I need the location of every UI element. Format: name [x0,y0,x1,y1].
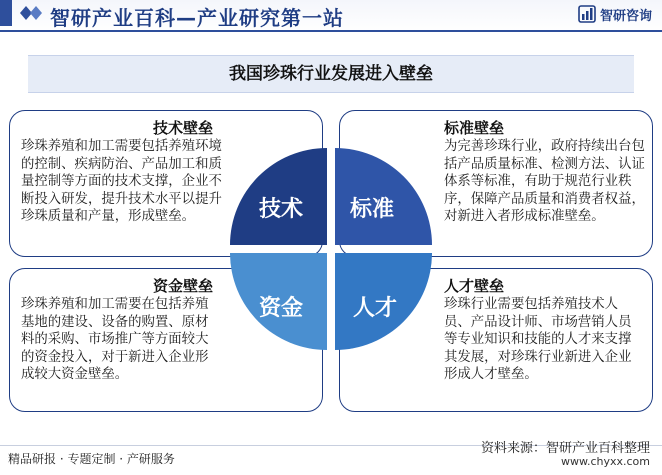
card-text: 珍珠行业需要包括养殖技术人员、产品设计师、市场营销人员等专业知识和技能的人才来支撑其发展，对珍珠行业新进入企业形成人才壁垒。 [444,297,632,382]
card-text: 珍珠养殖和加工需要在包括养殖基地的建设、设备的购置、原材料的采购、市场推广等方面较大的资金投入，对于新进入企业形成较大资金壁垒。 [21,297,209,382]
card-text: 珍珠养殖和加工需要包括养殖环境的控制、疾病防治、产品加工和质量控制等方面的技术支撑，企业不断投入研发，提升技术水平以提升珍珠质量和产量，形成壁垒。 [21,139,222,224]
quadrant-label-talent: 人才 [353,296,398,321]
footer-url[interactable]: www.chyxx.com [560,455,650,468]
card-title: 资金壁垒 [153,277,214,295]
footer-services: 精品研报 · 专题定制 · 产研服务 [8,452,175,466]
card-title: 技术壁垒 [153,119,214,137]
brand-name: 智研咨询 [599,8,652,24]
card-text: 为完善珍珠行业，政府持续出台包括产品质量标准、检测方法、认证体系等标准，有助于规范行业秩序，保障产品质量和消费者权益，对新进入者形成标准壁垒。 [444,139,645,224]
page-header [0,0,662,32]
page-title: 智研产业百科—产业研究第一站 [50,6,344,30]
double-diamond-icon [20,6,42,20]
quadrant-label-std: 标准 [350,197,395,222]
section-title: 我国珍珠行业发展进入壁垒 [28,55,634,93]
footer-source: 资料来源：智研产业百科整理 [480,441,650,456]
card-title: 人才壁垒 [444,277,505,295]
header-accent-bar [0,0,12,26]
brand-logo-block[interactable] [578,5,652,23]
quadrant-circle [226,144,436,354]
brand-logo-icon [578,5,596,23]
quadrant-label-tech: 技术 [259,197,304,222]
header-divider [0,30,662,32]
quadrant-label-cap: 资金 [259,296,304,321]
card-title: 标准壁垒 [444,119,505,137]
